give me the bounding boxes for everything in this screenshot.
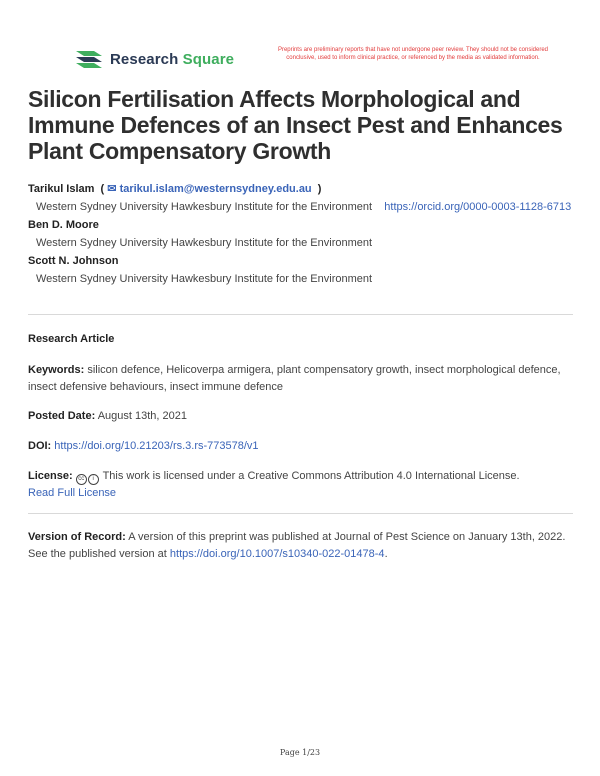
- doi: [28, 438, 573, 455]
- author-affiliation: Western Sydney University Hawkesbury Institute for the Environment: [36, 237, 373, 249]
- author-email-link[interactable]: tarikul.islam@westernsydney.edu.au: [119, 183, 312, 195]
- research-square-logo-icon: [74, 48, 104, 70]
- page-number: Page 1/23: [279, 748, 321, 757]
- published-version-link[interactable]: https://doi.org/10.1007/s10340-022-01478-4: [169, 548, 385, 560]
- read-full-license-link[interactable]: Read Full License: [28, 487, 117, 499]
- doi-label: DOI:: [28, 440, 52, 452]
- article-type: [28, 331, 573, 348]
- preprint-disclaimer: Preprints are preliminary reports that have not undergone peer review. They should not be considered conclusive, used to inform clinical practice, or referenced by the media as validated information.: [277, 47, 549, 61]
- logo-square-word: Square: [182, 50, 235, 68]
- author-name: Ben D. Moore: [28, 219, 99, 231]
- cc-icon: cc: [76, 474, 87, 485]
- posted-date: [28, 408, 573, 425]
- version-of-record-text: A version of this preprint was published at Journal of Pest Science on January 13th, 2022. See the published version at: [28, 531, 566, 560]
- article-type-label: Research Article: [28, 333, 115, 345]
- version-of-record-label: Version of Record:: [28, 531, 126, 543]
- author-affiliation: [28, 198, 573, 216]
- author-affiliation: Western Sydney University Hawkesbury Institute for the Environment: [36, 273, 373, 285]
- author-name: Scott N. Johnson: [28, 255, 119, 267]
- logo-research-word: Research: [110, 50, 179, 68]
- logo-text: [110, 51, 234, 68]
- doi-link[interactable]: https://doi.org/10.21203/rs.3.rs-773578/v1: [54, 440, 259, 452]
- divider: [28, 314, 573, 315]
- license: [28, 468, 573, 502]
- license-label: License:: [28, 470, 73, 482]
- affiliation-text: Western Sydney University Hawkesbury Institute for the Environment: [36, 201, 373, 213]
- research-square-logo[interactable]: [74, 48, 234, 70]
- author-list: [28, 180, 573, 288]
- keywords-value: silicon defence, Helicoverpa armigera, plant compensatory growth, insect morphological defence, insect defensive behaviours, insect immune defence: [28, 364, 561, 393]
- version-of-record: [28, 529, 573, 563]
- author-name: Tarikul Islam: [28, 183, 95, 195]
- orcid-link[interactable]: https://orcid.org/0000-0003-1128-6713: [384, 201, 572, 213]
- posted-date-value: August 13th, 2021: [97, 410, 187, 422]
- posted-date-label: Posted Date:: [28, 410, 96, 422]
- author-entry: [28, 180, 573, 198]
- keywords-label: Keywords:: [28, 364, 85, 376]
- open-paren: (: [97, 183, 108, 195]
- paper-title: Silicon Fertilisation Affects Morphological and Immune Defences of an Insect Pest and Enhances Plant Compensatory Growth: [28, 86, 563, 164]
- close-paren: ): [314, 183, 322, 195]
- version-of-record-end: .: [384, 548, 388, 560]
- divider: [28, 513, 573, 514]
- email-icon: ✉: [107, 183, 117, 195]
- cc-by-icon: i: [88, 474, 99, 485]
- keywords: [28, 362, 573, 396]
- license-text: This work is licensed under a Creative Commons Attribution 4.0 International License.: [102, 470, 520, 482]
